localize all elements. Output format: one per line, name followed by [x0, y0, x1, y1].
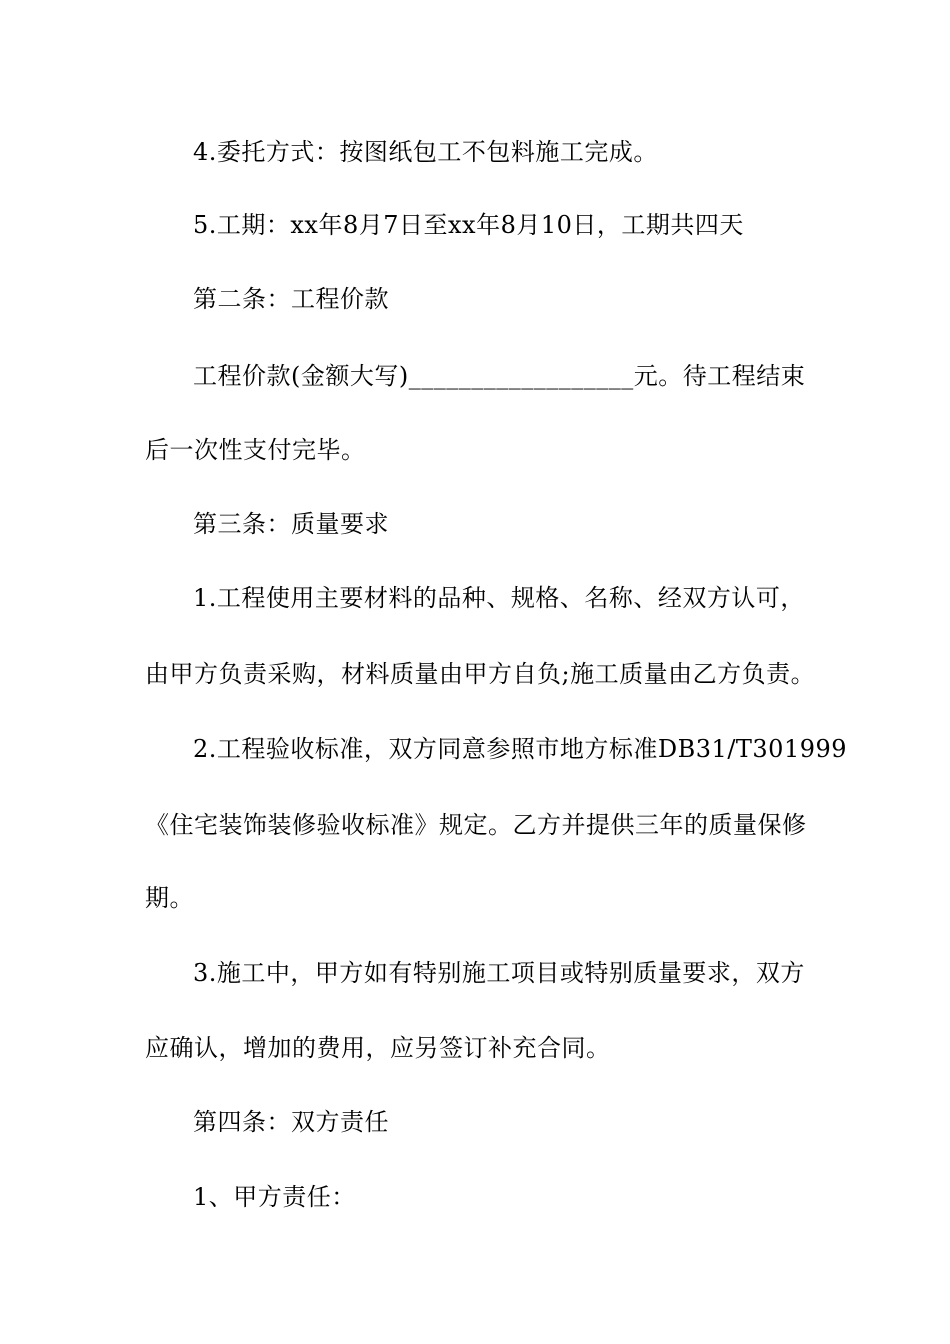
text-line-materials: 1.工程使用主要材料的品种、规格、名称、经双方认可， [193, 584, 805, 612]
text-line-delegation-method: 4.委托方式：按图纸包工不包料施工完成。 [193, 138, 658, 166]
text-line-warranty-end: 期。 [145, 884, 194, 912]
text-line-payment: 后一次性支付完毕。 [145, 436, 366, 464]
text-line-acceptance-standard: 2.工程验收标准，双方同意参照市地方标准DB31/T301999 [193, 735, 848, 763]
text-line-procurement: 由甲方负责采购，材料质量由甲方自负;施工质量由乙方负责。 [145, 660, 816, 688]
text-line-construction-period: 5.工期：xx年8月7日至xx年8月10日，工期共四天 [193, 211, 744, 239]
text-line-price-amount: 工程价款(金额大写)__________________元。待工程结束 [193, 362, 806, 390]
text-line-special-requirements: 3.施工中，甲方如有特别施工项目或特别质量要求，双方 [193, 959, 805, 987]
section-heading-responsibilities: 第四条：双方责任 [193, 1108, 389, 1136]
text-line-party-a-responsibility: 1、甲方责任： [193, 1183, 356, 1211]
section-heading-quality: 第三条：质量要求 [193, 510, 389, 538]
text-line-warranty: 《住宅装饰装修验收标准》规定。乙方并提供三年的质量保修 [145, 811, 807, 839]
text-line-supplementary-contract: 应确认，增加的费用，应另签订补充合同。 [145, 1034, 611, 1062]
section-heading-price: 第二条：工程价款 [193, 285, 389, 313]
